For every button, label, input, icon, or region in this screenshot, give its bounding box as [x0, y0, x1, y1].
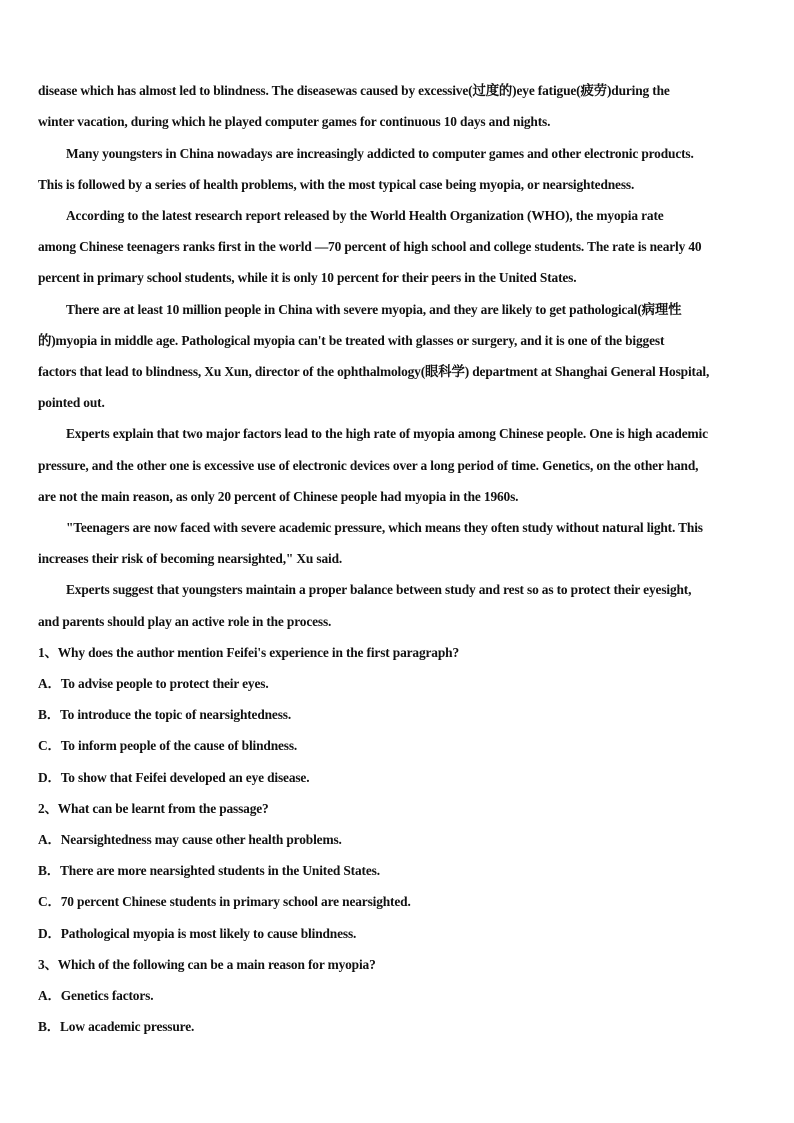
question-2: 2、What can be learnt from the passage? — [38, 801, 269, 816]
paragraph-start: "Teenagers are now faced with severe academic pressure, which means they often study without natural light. This — [66, 520, 703, 535]
passage-line: pointed out. — [38, 395, 105, 410]
paragraph-start: Many youngsters in China nowadays are increasingly addicted to computer games and other electronic products. — [66, 146, 694, 161]
passage-line: and parents should play an active role in the process. — [38, 614, 332, 629]
passage-line: This is followed by a series of health problems, with the most typical case being myopia, or nearsightedness. — [38, 177, 635, 192]
option-1b: B．To introduce the topic of nearsightedness. — [38, 707, 292, 722]
option-1a: A．To advise people to protect their eyes. — [38, 676, 269, 691]
paragraph-start: Experts explain that two major factors lead to the high rate of myopia among Chinese people. One is high academic — [66, 426, 708, 441]
paragraph-start: Experts suggest that youngsters maintain a proper balance between study and rest so as to protect their eyesight, — [66, 582, 692, 597]
passage-line: pressure, and the other one is excessive use of electronic devices over a long period of time. Genetics, on the other hand, — [38, 458, 699, 473]
option-1c: C．To inform people of the cause of blindness. — [38, 738, 298, 753]
question-3: 3、Which of the following can be a main reason for myopia? — [38, 957, 376, 972]
option-2c: C．70 percent Chinese students in primary school are nearsighted. — [38, 894, 411, 909]
passage-line: among Chinese teenagers ranks first in the world —70 percent of high school and college students. The rate is nearly 40 — [38, 239, 702, 254]
passage-line: winter vacation, during which he played computer games for continuous 10 days and nights. — [38, 114, 551, 129]
paragraph-start: According to the latest research report released by the World Health Organization (WHO), the myopia rate — [66, 208, 664, 223]
passage-line: are not the main reason, as only 20 percent of Chinese people had myopia in the 1960s. — [38, 489, 519, 504]
question-1: 1、Why does the author mention Feifei's experience in the first paragraph? — [38, 645, 459, 660]
passage-line: factors that lead to blindness, Xu Xun, director of the ophthalmology(眼科学) department at Shanghai General Hospital, — [38, 364, 710, 379]
option-1d: D．To show that Feifei developed an eye disease. — [38, 770, 310, 785]
option-3a: A．Genetics factors. — [38, 988, 154, 1003]
passage-line: 的)myopia in middle age. Pathological myopia can't be treated with glasses or surgery, and it is one of the biggest — [38, 333, 665, 348]
option-2d: D．Pathological myopia is most likely to cause blindness. — [38, 926, 357, 941]
option-3b: B．Low academic pressure. — [38, 1019, 195, 1034]
paragraph-start: There are at least 10 million people in China with severe myopia, and they are likely to get pathological(病理性 — [66, 302, 682, 317]
option-2b: B．There are more nearsighted students in the United States. — [38, 863, 380, 878]
passage-line: disease which has almost led to blindness. The diseasewas caused by excessive(过度的)eye fatigue(疲劳)during the — [38, 83, 670, 98]
passage-line: increases their risk of becoming nearsighted," Xu said. — [38, 551, 343, 566]
option-2a: A．Nearsightedness may cause other health problems. — [38, 832, 342, 847]
passage-line: percent in primary school students, while it is only 10 percent for their peers in the United States. — [38, 270, 577, 285]
